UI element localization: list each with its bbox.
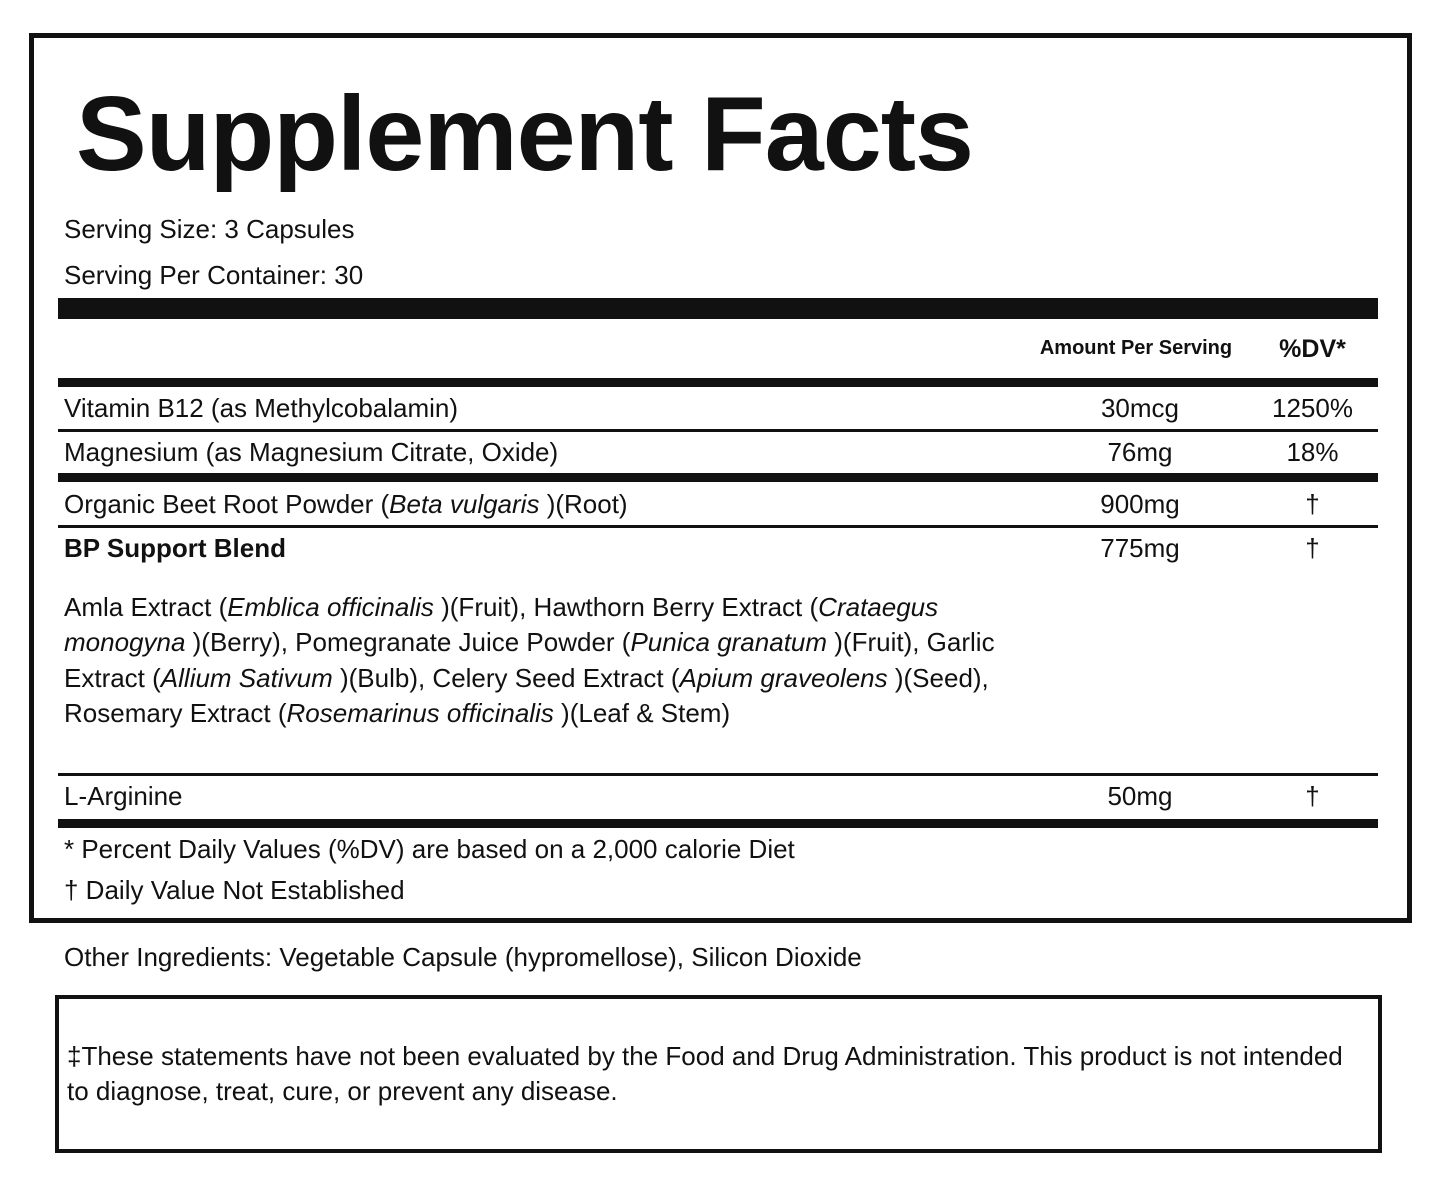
blend-ingredient-text: Amla Extract ( [64,592,228,622]
footer-divider [58,819,1378,828]
row-amount-l-arginine: 50mg [1107,781,1173,811]
blend-latin-name: Rosemarinus officinalis [286,698,554,729]
row-dv-beet-root: † [1305,489,1320,519]
servings-per-container: Serving Per Container: 30 [64,260,364,290]
blend-latin-name: Apium graveolens [679,662,888,693]
blend-ingredient-text: )(Berry), Pomegranate Juice Powder ( [185,627,631,658]
blend-ingredient-text: )(Leaf & Stem) [553,698,731,729]
row-amount-beet-root: 900mg [1100,489,1180,519]
row-divider [58,773,1378,776]
footnote-daily-values: * Percent Daily Values (%DV) are based on a 2,000 calorie Diet [64,834,795,864]
blend-ingredients-list [64,590,1034,732]
header-amount-per-serving: Amount Per Serving [1039,337,1233,359]
blend-ingredient-text: )(Bulb), Celery Seed Extract ( [332,662,680,693]
blend-ingredient-text: )(Fruit), Hawthorn Berry Extract ( [433,592,819,622]
section-divider [58,473,1378,482]
beet-root-latin-name: Beta vulgaris [389,489,540,519]
row-dv-vitamin-b12: 1250% [1272,393,1353,423]
row-amount-bp-support-blend: 775mg [1100,533,1180,563]
fda-disclaimer-box [55,995,1382,1153]
footnote-dagger: † Daily Value Not Established [64,875,405,905]
header-divider [58,378,1378,387]
other-ingredients: Other Ingredients: Vegetable Capsule (hypromellose), Silicon Dioxide [64,942,862,972]
row-divider [58,525,1378,528]
row-divider [58,429,1378,432]
row-name-vitamin-b12: Vitamin B12 (as Methylcobalamin) [64,393,459,423]
beet-root-name-pre: Organic Beet Root Powder ( [64,489,390,519]
row-dv-bp-support-blend: † [1305,533,1320,563]
thick-divider [58,298,1378,319]
blend-ingredient-text: )(Seed), Rosemary Extract ( [64,662,989,729]
row-name-bp-support-blend: BP Support Blend [64,533,286,563]
row-name-magnesium: Magnesium (as Magnesium Citrate, Oxide) [64,437,559,467]
blend-latin-name: Crataegus monogyna [64,592,939,658]
row-name-l-arginine: L-Arginine [64,781,183,811]
blend-latin-name: Allium Sativum [160,662,333,693]
blend-ingredient-text: )(Fruit), Garlic Extract ( [64,627,995,693]
header-daily-value: %DV* [1279,335,1346,363]
row-dv-l-arginine: † [1305,781,1320,811]
blend-latin-name: Emblica officinalis [227,592,434,622]
serving-size: Serving Size: 3 Capsules [64,214,355,244]
page-title: Supplement Facts [76,75,973,193]
fda-disclaimer-text: ‡These statements have not been evaluated by the Food and Drug Administration. This product is not intended to diagnose, treat, cure, or prevent any disease. [67,1041,1343,1106]
row-amount-vitamin-b12: 30mcg [1100,393,1180,423]
blend-latin-name: Punica granatum [630,627,828,658]
row-amount-magnesium: 76mg [1107,437,1173,467]
row-name-beet-root [64,489,628,520]
row-dv-magnesium: 18% [1286,437,1339,467]
beet-root-name-post: )(Root) [539,489,628,519]
